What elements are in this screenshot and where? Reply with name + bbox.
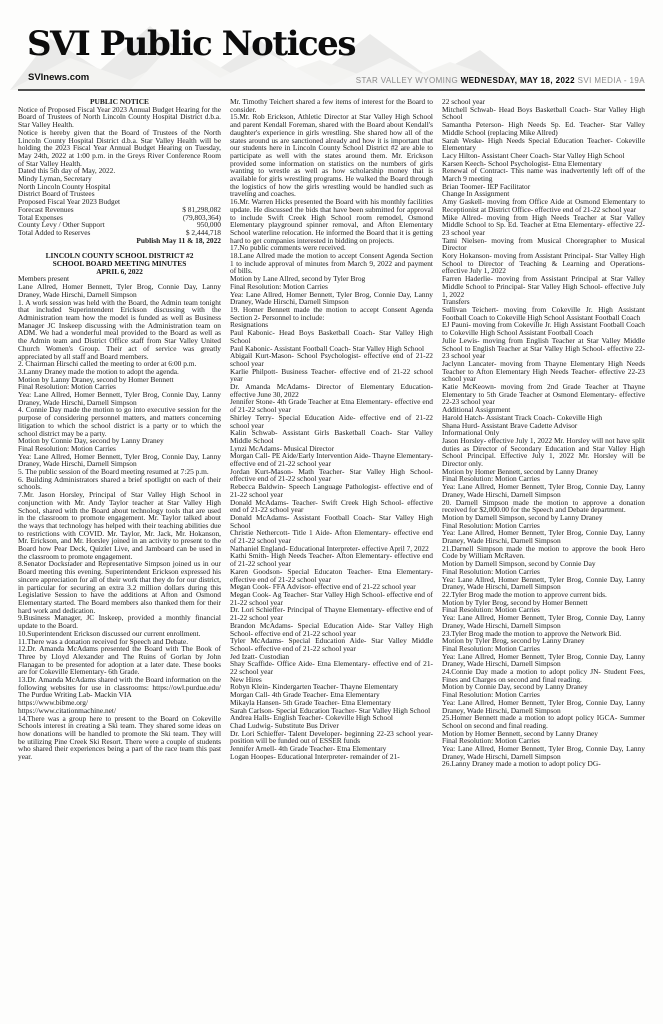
notice-paragraph: Harold Hatch- Assistant Track Coach- Cokeville High [442,412,603,422]
notice-paragraph: Motion by Lanny Draney, second by Homer Bennett [18,374,174,384]
notice-paragraph: EJ Pauni- moving from Cokeville Jr. High Assistant Football Coach to Cokeville High School Assistant Football Coach [442,320,645,338]
dateline-page-number: SVI MEDIA - 19A [575,76,645,85]
notice-columns [0,91,663,768]
notice-paragraph: Yea: Lane Allred, Homer Bennett, Tyler Brog, Connie Day, Lanny Draney, Wade Hirschi, Darnell Simpson [442,651,645,669]
notice-paragraph: Jennifer Stone- 4th Grade Teacher at Etna Elementary- effective end of 21-22 school year [230,397,433,415]
notice-paragraph: Transfers [442,297,470,307]
notice-paragraph: Nathaniel England- Educational Interpreter- effective April 7, 2022 [230,543,429,553]
column-2 [230,98,433,768]
notice-paragraph: Final Resolution: Motion Carries [442,474,540,484]
notice-paragraph: Notice of Proposed Fiscal Year 2023 Annual Budget Hearing for the Board of Trustees of North Lincoln County Hospital District d.b.a. Star Valley Health. [18,104,221,130]
notice-paragraph: 22 school year [442,98,486,106]
publish-line: Publish May 11 & 18, 2022 [136,235,221,245]
notice-paragraph: 22.Tyler Brog made the motion to approve current bids. [442,590,607,599]
notice-paragraph: Yea: Lane Allred, Homer Bennett, Tyler Brog, Connie Day, Lanny Draney, Wade Hirschi, Darnell Simpson [442,574,645,592]
notice-paragraph: Rebecca Baldwin- Speech Language Pathologist- effective end of 21-22 school year [230,482,433,499]
notice-paragraph: 21.Darnell Simpson made the motion to approve the book Hero Code by William McRaven. [442,543,645,561]
budget-label: County Levy / Other Support [18,220,105,230]
notice-paragraph: Final Resolution: Motion Carries [442,566,540,576]
notice-paragraph: 23.Tyler Brog made the motion to approve the Network Bid. [442,628,622,638]
notice-heading: LINCOLN COUNTY SCHOOL DISTRICT #2 [45,251,194,261]
notice-paragraph: Paul Kabonic- Assistant Football Coach- Star Valley High School [230,343,425,353]
notice-paragraph: Motion by Tyler Brog, second by Lanny Draney [442,636,585,646]
dateline-location: STAR VALLEY WYOMING [355,76,461,85]
notice-paragraph: Brian Toomer- IEP Facilitator [442,181,531,191]
notice-heading: APRIL 6, 2022 [96,266,143,276]
notice-paragraph: Kalin Schwab- Assistant Girls Basketball Coach- Star Valley Middle School [230,428,433,445]
notice-paragraph: Morgan Call- 4th Grade Teacher- Etna Elementary [230,690,380,700]
notice-paragraph: Mindy Lyman, Secretary [18,174,92,184]
notice-paragraph: Kathi Smith- High Needs Teacher- Afton Elementary- effective end of 21-22 school year [230,551,433,569]
notice-paragraph: Shirley Terry- Special Education Aide- effective end of 21-22 school year [230,412,433,430]
budget-label: Total Expenses [18,212,63,222]
notice-paragraph: https://www.citationmachine.net/ [18,705,117,715]
notice-paragraph: Lane Allred, Homer Bennett, Tyler Brog, Connie Day, Lanny Draney, Wade Hirschi, Darnell Simpson [18,282,221,299]
notice-paragraph: Jason Horsley- effective July 1, 2022 Mr. Horsley will not have split duties as Director of Secondary Education and Star Valley High School Principal. Effective July 1, 2022 Mr. Horsley will be Director only. [442,435,645,469]
notice-paragraph: Change In Assignment [442,189,510,199]
notice-paragraph: Sullivan Teichert- moving from Cokeville Jr. High Assistant Football Coach to Cokeville High School Assistant Football Coach [442,304,645,322]
notice-paragraph: 15.Mr. Rob Erickson, Athletic Director at Star Valley High School and parent Kendall Foreman, shared with the Board about Kendall's daughter's experience in girls wrestling. She shared how all of the states around us are sanctioned already and how it is important that our students here in Lincoln County School District #2 are able to participate as well with the states around them. Mr. Erickson provided some information on statistics on the numbers of girls wanting to wrestle as well as how scholarship money that is available for girls wrestling programs. He walked the Board through the logistics of how the girls wrestling would be handled such as traveling and coaches. [230,112,433,199]
budget-value: 950,000 [196,220,221,230]
notice-paragraph: 6. Building Administrators shared a brief spotlight on each of their schools. [18,474,221,492]
notice-paragraph: Yea: Lane Allred, Homer Bennett, Tyler Brog, Connie Day, Lanny Draney, Wade Hirschi, Darnell Simpson [18,451,221,469]
notice-paragraph: 1. A work session was held with the Board, the Admin team tonight that included Superintendent Erickson discussing with the Administration team how the model is funded as well as Business Manager JC Inskeep discussing with the Administration team on ADM. We had a wonderful meal provided to the Board as well as the Admin team and District Office staff from Star Valley United Church Women's Group. Their act of service was greatly appreciated by all staff and Board members. [18,297,221,361]
notice-paragraph: Andrea Halls- English Teacher- Cokeville High School [230,713,393,723]
notice-paragraph: 25.Homer Bennett made a motion to adopt policy IGCA- Summer School on second and final reading. [442,713,645,730]
notice-paragraph: 5. The public session of the Board meeting resumed at 7:25 p.m. [18,467,209,477]
notice-paragraph: Proposed Fiscal Year 2023 Budget [18,197,121,207]
notice-paragraph: Megan Cook- FFA Advisor- effective end of 21-22 school year [230,582,416,592]
notice-paragraph: 24.Connie Day made a motion to adopt policy JN- Student Fees, Fines and Charges on second and final reading. [442,667,645,684]
notice-paragraph: 8.Senator Dockstader and Representative Simpson joined us in our Board meeting this evening. Superintendent Erickson expressed his sincere appreciation for all of their work that they do for our district, in particular for securing an extra 3.2 million dollars during this Legislative Session to have the additions at Afton and Osmond Elementary started. The Board members also thanked them for their hard work and dedication. [18,559,221,615]
notice-paragraph: Final Resolution: Motion Carries [18,382,116,392]
notice-paragraph: Yea: Lane Allred, Homer Bennett, Tyler Brog, Connie Day, Lanny Draney, Wade Hirschi, Darnell Simpson [442,482,645,499]
notice-paragraph: Jennifer Arnell- 4th Grade Teacher- Etna Elementary [230,744,387,754]
column-1 [18,98,221,768]
notice-paragraph: Yea: Lane Allred, Homer Bennett, Tyler Brog, Connie Day, Lanny Draney, Wade Hirschi, Darnell Simpson [442,528,645,546]
notice-paragraph: Mitchell Schwab- Head Boys Basketball Coach- Star Valley High School [442,104,645,122]
notice-paragraph: Karsen Keech- School Psychologist- Etna Elementary [442,158,602,168]
notice-paragraph: Yea: Lane Allred, Homer Bennett, Tyler Brog, Connie Day, Lanny Draney, Wade Hirschi, Darnell Simpson [442,697,645,715]
notice-paragraph: Paul Kabonic- Head Boys Basketball Coach- Star Valley High School [230,328,433,345]
dateline-date: WEDNESDAY, MAY 18, 2022 [460,76,576,85]
notice-paragraph: Motion by Darnell Simpson, second by Connie Day [442,559,596,569]
notice-heading: SCHOOL BOARD MEETING MINUTES [52,259,187,269]
notice-paragraph: 3.Lanny Draney made the motion to adopt the agenda. [18,366,179,376]
notice-paragraph: Motion by Darnell Simpson, second by Lanny Draney [442,512,603,522]
notice-paragraph: Chad Ludwig- Substitute Bus Driver [230,720,339,730]
notice-paragraph: 20. Darnell Simpson made the motion to approve a donation received for $2,000.00 for the Speech and Debate department. [442,497,645,515]
notice-paragraph: Morgan Call- PE Aide/Early Intervention Aide- Thayne Elementary- effective end of 21-22 school year [230,451,433,469]
notice-paragraph: 16.Mr. Warren Hicks presented the Board with his monthly facilities update. He discussed the bids that have been submitted for approval to include Swift Creek High School room remodel, Osmond Elementary playground spinner removal, and Afton Elementary School waterline relocation. He informed the Board that it is getting hard to get companies interested in bidding on projects. [230,197,433,245]
budget-label: Total Added to Reserves [18,227,91,237]
notice-paragraph: 14.There was a group here to present to the Board on Cokeville Schools interest in creating a Ski team. They shared some ideas on how donations will be handled to promote the Ski team. They will be utilizing Pine Creek Ski Resort. There were a couple of students who shared their experiences being a part of the race team this past year. [18,713,221,762]
notice-paragraph: Final Resolution: Motion Carries [442,690,540,700]
notice-paragraph: Katie McKeown- moving from 2nd Grade Teacher at Thayne Elementary to 5th Grade Teacher at Osmond Elementary- effective 22-23 school year [442,382,645,407]
notice-paragraph: Mr. Timothy Teichert shared a few items of interest for the Board to consider. [230,98,433,114]
notice-paragraph: 18.Lane Allred made the motion to accept Consent Agenda Section 1 to include approval of minutes from March 9, 2022 and payment of bills. [230,251,433,276]
notice-paragraph: Sarah Carlson- Special Education Teacher- Star Valley High School [230,705,431,715]
notice-paragraph: 7.Mr. Jason Horsley, Principal of Star Valley High School in conjunction with Mr. Andy Taylor teacher at Star Valley High School, shared with the Board about technology tools that are used in the classroom to promote engagement. Mr. Taylor talked about the ways that technology has helped with their teaching abilities due to restrictions with COVID. Mr. Taylor, Mr. Jack, Mr. Hokanson, Mr. Erickson, and Mr. Horsley joined in an activity to present to the Board how Pear Deck, Quizlet Live, and Jamboard can be used in the classroom to promote engagement. [18,490,221,561]
notice-paragraph: Tyler McAdams- Special Education Aide- Star Valley Middle School- effective end of 21-22 school year [230,636,433,653]
notice-paragraph: Motion by Lane Allred, second by Tyler Brog [230,274,366,284]
notice-paragraph: Robyn Klein- Kindergarten Teacher- Thayne Elementary [230,682,399,692]
notice-paragraph: Jed Izatt- Custodian [230,651,290,661]
notice-paragraph: 4. Connie Day made the motion to go into executive session for the purpose of considering personnel matters, and matters concerning litigation to which the school district is a party or to which the school district may be a party. [18,405,221,438]
notice-paragraph: 12.Dr. Amanda McAdams presented the Board with The Book of Three by Lloyd Alexander and The Ruins of Gorlan by John Flanagan to be presented for adoption at a later date. These books are for Cokeville Elementary- 6th Grade. [18,644,221,677]
website-url[interactable]: SVInews.com [28,72,90,83]
column-3 [442,98,645,768]
notice-paragraph: Shay Scaffide- Office Aide- Etna Elementary- effective end of 21-22 school year [230,659,433,677]
notice-paragraph: North Lincoln County Hospital [18,181,111,191]
notice-paragraph: Lacy Hilton- Assistant Cheer Coach- Star Valley High School [442,150,625,160]
notice-paragraph: District Board of Trustees [18,189,95,199]
notice-paragraph: 9.Business Manager, JC Inskeep, provided a monthly financial update to the Board. [18,613,221,631]
notice-paragraph: Yea: Lane Allred, Homer Bennett, Tyler Brog, Connie Day, Lanny Draney, Wade Hirschi, Darnell Simpson [230,289,433,307]
notice-paragraph: Julie Lewis- moving from English Teacher at Star Valley Middle School to English Teacher at Star Valley High School- effective 22-23 school year [442,335,645,361]
notice-paragraph: Notice is hereby given that the Board of Trustees of the North Lincoln County Hospital District d.b.a. Star Valley Health will be holding the 2023 Fiscal Year Annual Budget Hearing on Tuesday, May 24th, 2022 at 1:00 p.m. in the Greys River Conference Room of Star Valley Health. [18,127,221,168]
notice-paragraph: 17.No public comments were received. [230,243,346,253]
notice-paragraph: Final Resolution: Motion Carries [442,520,540,530]
notice-paragraph: Jaclynn Lancater- moving from Thayne Elementary High Needs Teacher to Afton Elementary High Needs Teacher- effective 22-23 school year [442,358,645,384]
notice-paragraph: https://www.bibme.org/ [18,698,89,708]
notice-paragraph: Additional Assignment [442,405,511,415]
notice-paragraph: 2. Chairman Hirschi called the meeting to order at 6:00 p.m. [18,359,197,369]
notice-paragraph: 26.Lanny Draney made a motion to adopt policy DG- [442,759,601,769]
notice-paragraph: Sarah Weske- High Needs Special Education Teacher- Cokeville Elementary [442,135,645,153]
notice-paragraph: Farren Haderlie- moving from Assistant Principal at Star Valley Middle School to Principal- Star Valley High School- effective July 1, 2022 [442,274,645,299]
budget-value: (79,803,364) [182,212,221,222]
notice-paragraph: Karen Goodson- Special Educaton Teacher- Etna Elementary- effective end of 21-22 school year [230,566,433,584]
notice-paragraph: Motion by Connie Day, second by Lanny Draney [18,436,164,446]
notice-paragraph: Christie Nethercott- Title 1 Aide- Afton Elementary- effective end of 21-22 school year [230,528,433,546]
notice-paragraph: Informational Only [442,428,500,438]
notice-paragraph: Yea: Lane Allred, Homer Bennett, Tyler Brog, Connie Day, Lanny Draney, Wade Hirschi, Darnell Simpson [442,744,645,761]
notice-paragraph: Final Resolution: Motion Carries [442,643,540,653]
notice-paragraph: 11.There was a donation received for Speech and Debate. [18,636,189,646]
notice-paragraph: Megan Cook- Ag Teacher- Star Valley High School- effective end of 21-22 school year [230,590,433,607]
notice-paragraph: Shana Hurd- Assistant Brave Cadette Advisor [442,420,578,430]
notice-paragraph: Final Resolution: Motion Carries [230,281,328,291]
notice-paragraph: Final Resolution: Motion Carries [442,736,540,746]
budget-value: $ 2,444,718 [185,227,221,237]
masthead [0,0,663,91]
notice-paragraph: Motion by Homer Bennett, second by Lanny Draney [442,728,598,738]
notice-paragraph: Final Resolution: Motion Carries [18,443,116,453]
notice-paragraph: Kory Hokanson- moving from Assistant Principal- Star Valley High School to Director of Teaching & Learning and Operations- effective July 1, 2022 [442,251,645,276]
notice-paragraph: Dated this 5th day of May, 2022. [18,166,116,176]
notice-paragraph: Donald McAdams- Teacher- Swift Creek High School- effective end of 21-22 school year [230,497,433,515]
notice-paragraph: Mikayla Hansen- 5th Grade Teacher- Etna Elementary [230,697,391,707]
notice-paragraph: Motion by Homer Bennett, second by Lanny Draney [442,466,598,476]
notice-paragraph: Motion by Tyler Brog, second by Homer Bennett [442,597,588,607]
notice-paragraph: Karlie Philpott- Business Teacher- effective end of 21-22 school year [230,366,433,384]
notice-paragraph: Samantha Peterson- High Needs Sp. Ed. Teacher- Star Valley Middle School (replacing Mike Allred) [442,120,645,137]
dateline [356,76,645,85]
notice-paragraph: Dr. Amanda McAdams- Director of Elementary Education- effective June 30, 2022 [230,382,433,399]
masthead-divider [18,89,645,91]
notice-paragraph: New Hires [230,674,262,684]
notice-paragraph: Brandon McAdams- Special Education Aide- Star Valley High School- effective end of 21-22 school year [230,620,433,638]
notice-paragraph: Jordan Kurt-Mason- Math Teacher- Star Valley High School- effective end of 21-22 school year [230,466,433,484]
notice-paragraph: Tami Nielsen- moving from Musical Choregrapher to Musical Director [442,235,645,253]
notice-paragraph: Donald McAdams- Assistant Football Coach- Star Valley High School [230,512,433,530]
notice-paragraph: Mike Allred- moving from High Needs Teacher at Star Valley Middle School to Sp. Ed. Teacher at Etna Elementary- effective 22-23 school year [442,212,645,237]
budget-value: $ 81,298,082 [182,204,221,214]
notice-paragraph: Renewal of Contract- This name was inadvertently left off of the March 9 meeting [442,166,645,184]
notice-paragraph: Yea: Lane Allred, Homer Bennett, Tyler Brog, Connie Day, Lanny Draney, Wade Hirschi, Darnell Simpson [442,613,645,630]
notice-paragraph: 13.Dr. Amanda McAdams shared with the Board information on the following websites for use in classrooms: https://owl.purdue.edu/ The Purdue Writing Lab- Mackin VIA [18,675,221,700]
notice-paragraph: 10.Superintendent Erickson discussed our current enrollment. [18,628,201,638]
notice-paragraph: Amy Gaskell- moving from Office Aide at Osmond Elementary to Receptionist at District Office- effective end of 21-22 school year [442,197,645,214]
notice-paragraph: Abigail Kurt-Mason- School Psychologist- effective end of 21-22 school year [230,351,433,368]
notice-paragraph: Yea: Lane Allred, Homer Bennett, Tyler Brog, Connie Day, Lanny Draney, Wade Hirschi, Darnell Simpson [18,390,221,407]
notice-paragraph: Final Resolution: Motion Carries [442,605,540,615]
notice-paragraph: Lynzi McAdams- Musical Director [230,443,335,453]
notice-paragraph: Members present [18,274,70,284]
notice-paragraph: Logan Hoopes- Educational Interpreter- remainder of 21- [230,751,400,761]
notice-paragraph: Dr. Lori Schieffer- Talent Developer- beginning 22-23 school year- position will be funded out of ESSER funds [230,728,433,746]
notice-paragraph: 19. Homer Bennett made the motion to accept Consent Agenda Section 2- Personnel to include: [230,304,433,322]
publication-title: SVI Public Notices [27,24,355,64]
notice-paragraph: Motion by Connie Day, second by Lanny Draney [442,682,588,692]
notice-paragraph: Resignations [230,320,269,330]
budget-label: Forecast Revenues [18,204,74,214]
notice-heading: PUBLIC NOTICE [90,98,149,106]
notice-paragraph: Dr. Lori Schieffer- Principal of Thayne Elementary- effective end of 21-22 school year [230,605,433,623]
